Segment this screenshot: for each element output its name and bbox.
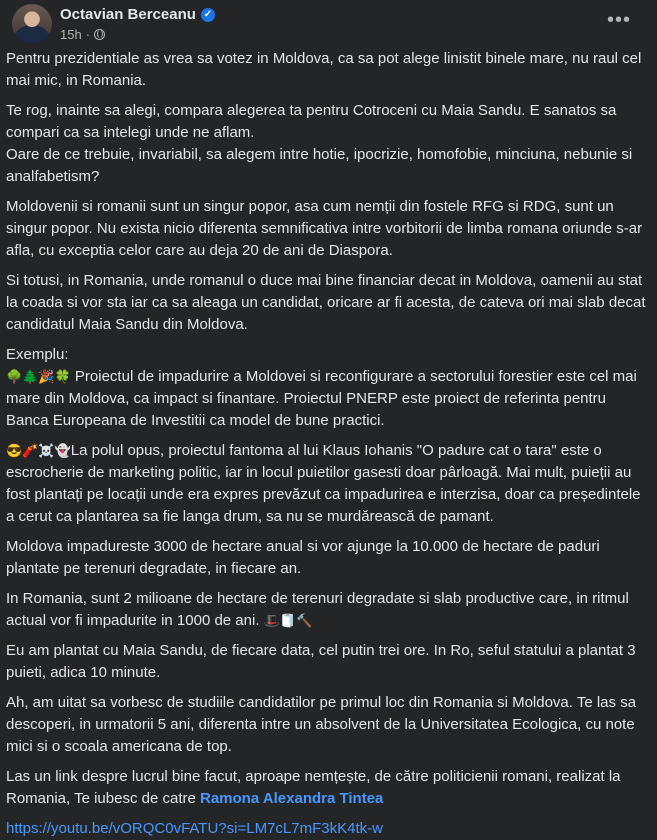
author-name[interactable]: Octavian Berceanu (60, 6, 196, 23)
mention-link[interactable]: Ramona Alexandra Tintea (200, 790, 384, 807)
post-body (6, 48, 647, 840)
post-meta (60, 27, 105, 42)
paragraph-5 (6, 366, 647, 432)
paragraph-8-text: In Romania, sunt 2 milioane de hectare de terenuri degradate si slab productive care, in ritmul actual vor fi impadurite in 1000 de ani. (6, 590, 629, 629)
author-line (60, 6, 215, 23)
paragraph-8 (6, 588, 647, 632)
author-avatar[interactable] (12, 4, 52, 44)
paragraph-6-text: La polul opus, proiectul fantoma al lui Klaus Iohanis "O padure cat o tara" este o escrocherie de marketing politic, iar in locul puietilor gasesti doar pârloagă. Mai mult, puieții au fost plantați pe locații unde era expres prevăzut ca impadurirea e interzisa, doar ca președintele a cerut ca plantarea sa fie langa drum, sa nu se murdărească de pamant. (6, 442, 641, 525)
ellipsis-icon[interactable]: ••• (606, 9, 631, 31)
paragraph-3: Moldovenii si romanii sunt un singur popor, asa cum nemții din fostele RFG si RDG, sunt un singur popor. Nu exista nicio diferenta semnificativa intre vorbitorii de limba romana oriunde s-ar afla, cu exceptia celor care au deja 20 de ani de Diaspora. (6, 198, 643, 259)
skull-emoji: 😎🧨☠️👻 (6, 443, 71, 458)
post-timestamp[interactable]: 15h (60, 27, 82, 42)
post-header (6, 0, 647, 48)
paragraph-2b: Oare de ce trebuie, invariabil, sa alegem intre hotie, ipocrizie, homofobie, minciuna, nebunie si analfabetism? (6, 146, 633, 185)
hat-emoji: 🎩🧻🔨 (263, 613, 313, 628)
forest-emoji: 🌳🌲🎉🍀 (6, 369, 71, 384)
verified-badge-icon: ✓ (201, 8, 215, 22)
paragraph-11 (6, 766, 647, 810)
youtube-link[interactable]: https://youtu.be/vORQC0vFATU?si=LM7cL7mF3kK4tk-w (6, 820, 383, 837)
paragraph-link (6, 818, 647, 840)
paragraph-10: Ah, am uitat sa vorbesc de studiile candidatilor pe primul loc din Romania si Moldova. Te las sa descoperi, in urmatorii 5 ani, diferenta intre un absolvent de la Universitatea Ecologica, cu note mici si o scoala americana de top. (6, 694, 637, 755)
globe-icon (94, 29, 105, 40)
paragraph-1: Pentru prezidentiale as vrea sa votez in Moldova, ca sa pot alege linistit binele mare, nu raul cel mai mic, in Romania. (6, 50, 642, 89)
paragraph-5-text: Proiectul de impadurire a Moldovei si reconfigurare a sectorului forestier este cel mai mare din Moldova, ca impact si finantare. Proiectul PNERP este proiect de referinta pentru Banca Europeana de Investitii ca model de bune practici. (6, 368, 637, 429)
example-heading: Exemplu: (6, 346, 69, 363)
meta-dot: · (85, 27, 91, 42)
paragraph-11-text: Las un link despre lucrul bine facut, aproape nemțește, de către politicienii romani, realizat la Romania, Te iubesc de catre (6, 768, 621, 807)
paragraph-9: Eu am plantat cu Maia Sandu, de fiecare data, cel putin trei ore. In Ro, seful statului a plantat 3 puieti, adica 10 minute. (6, 642, 636, 681)
paragraph-6 (6, 440, 647, 528)
paragraph-2a: Te rog, inainte sa alegi, compara alegerea ta pentru Cotroceni cu Maia Sandu. E sanatos sa compari ca sa intelegi unde ne aflam. (6, 102, 617, 141)
paragraph-7: Moldova impadureste 3000 de hectare anual si vor ajunge la 10.000 de hectare de paduri plantate pe terenuri degradate, in fiecare an. (6, 538, 600, 577)
paragraph-4: Si totusi, in Romania, unde romanul o duce mai bine financiar decat in Moldova, oamenii au stat la coada si vor sta iar ca sa aleaga un candidat, oricare ar fi acesta, de cateva ori mai slab decat candidatul Maia Sandu din Moldova. (6, 272, 646, 333)
